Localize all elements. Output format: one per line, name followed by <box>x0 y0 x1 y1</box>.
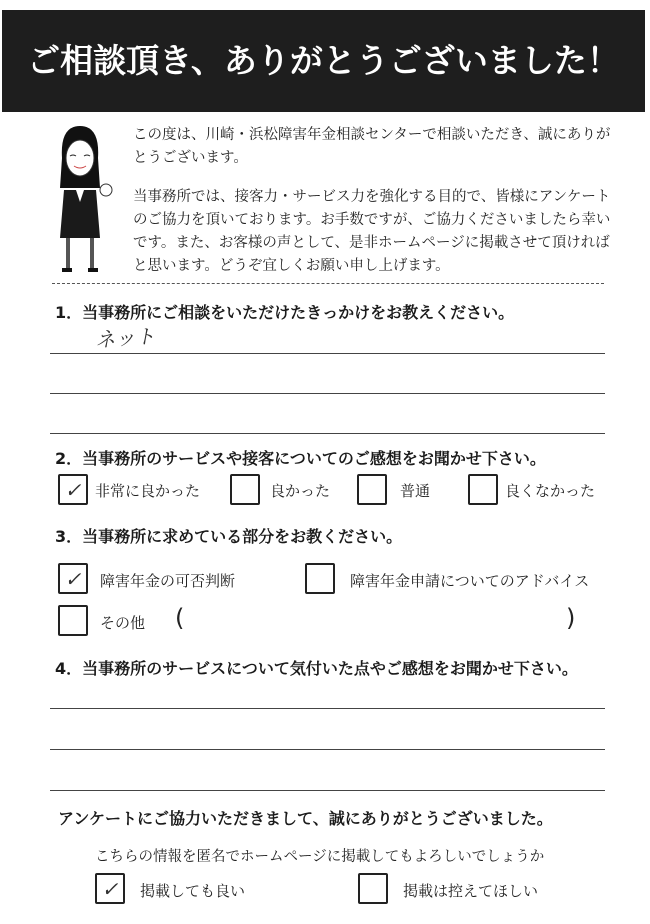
answer-line <box>50 393 605 394</box>
option-label: 普通 <box>400 482 431 500</box>
option-label: 非常に良かった <box>95 482 201 500</box>
check-mark-icon: ✓ <box>101 877 119 901</box>
option-label: その他 <box>100 614 146 632</box>
answer-line <box>50 708 605 709</box>
divider <box>52 283 604 284</box>
checkbox-not-good[interactable] <box>468 474 498 505</box>
checkbox-very-good[interactable] <box>58 474 88 505</box>
intro-paragraph-1: この度は、川崎・浜松障害年金相談センターで相談いただき、誠にありがとうございます。 <box>133 127 611 166</box>
checkbox-eligibility-judgment[interactable] <box>58 563 88 594</box>
staff-illustration <box>40 118 120 278</box>
checkbox-good[interactable] <box>230 474 260 505</box>
option-label: 障害年金の可否判断 <box>100 572 236 590</box>
page-title: ご相談頂き、ありがとうございました！ <box>2 10 645 112</box>
question-1-answer[interactable]: ネット <box>94 323 156 353</box>
question-1-title: 1．当事務所にご相談をいただけたきっかけをお教えください。 <box>55 303 515 322</box>
answer-line <box>50 433 605 434</box>
check-mark-icon: ✓ <box>64 567 82 591</box>
intro-paragraph-2: 当事務所では、接客力・サービス力を強化する目的で、皆様にアンケートのご協力を頂いております。お手数ですが、ご協力くださいましたら幸いです。また、お客様の声として、是非ホームページに掲載させて頂ければと思います。どうぞ宜しくお願い申し上げます。 <box>133 189 611 274</box>
question-2-title: 2．当事務所のサービスや接客についてのご感想をお聞かせ下さい。 <box>55 449 546 468</box>
thanks-message: アンケートにご協力いただきまして、誠にありがとうございました。 <box>58 809 553 828</box>
option-label: 障害年金申請についてのアドバイス <box>350 572 590 590</box>
checkbox-publish-ok[interactable] <box>95 873 125 904</box>
question-4-title: 4．当事務所のサービスについて気付いた点やご感想をお聞かせ下さい。 <box>55 659 578 678</box>
check-mark-icon: ✓ <box>64 478 82 502</box>
checkbox-application-advice[interactable] <box>305 563 335 594</box>
answer-line <box>50 749 605 750</box>
answer-line <box>50 353 605 354</box>
checkbox-average[interactable] <box>357 474 387 505</box>
checkbox-other[interactable] <box>58 605 88 636</box>
option-label: 良くなかった <box>505 482 596 500</box>
option-label: 掲載は控えてほしい <box>403 882 539 900</box>
publish-question: こちらの情報を匿名でホームページに掲載してもよろしいでしょうか <box>95 849 545 865</box>
answer-line <box>50 790 605 791</box>
other-close-paren: ) <box>566 604 576 632</box>
other-open-paren: ( <box>175 604 185 632</box>
question-3-title: 3．当事務所に求めている部分をお教ください。 <box>55 527 403 546</box>
checkbox-publish-decline[interactable] <box>358 873 388 904</box>
option-label: 良かった <box>270 482 331 500</box>
option-label: 掲載しても良い <box>140 882 246 900</box>
